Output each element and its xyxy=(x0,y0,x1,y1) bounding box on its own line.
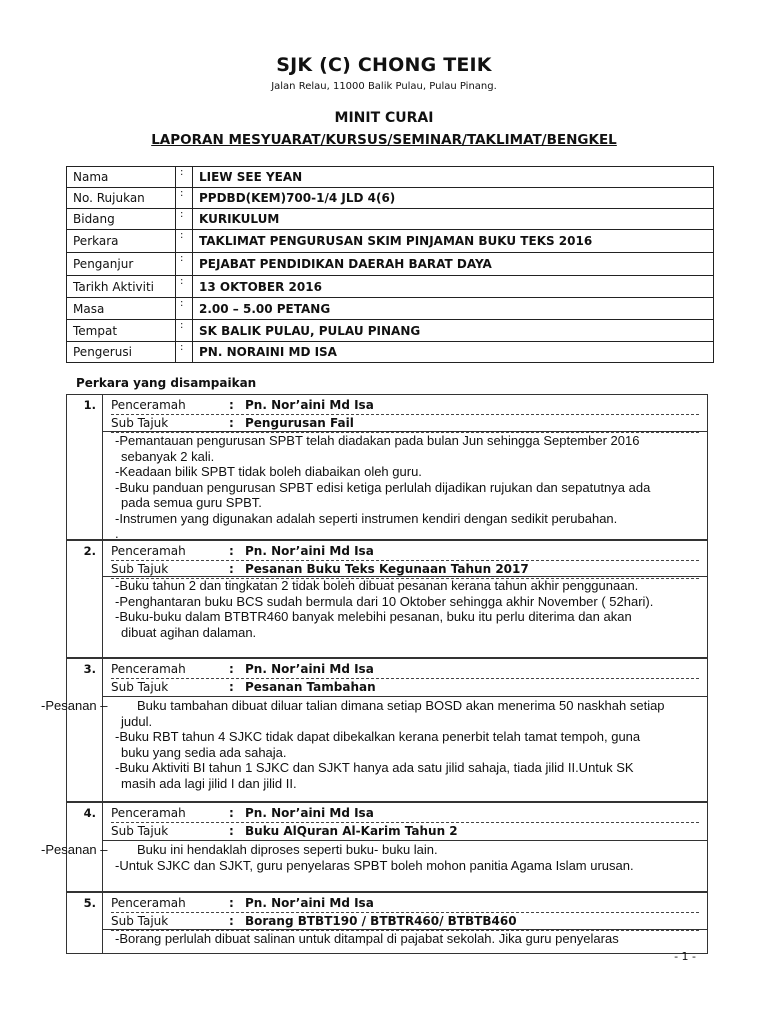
speaker-name: Pn. Nor’aini Md Isa xyxy=(245,896,374,910)
info-value: SK BALIK PULAU, PULAU PINANG xyxy=(193,320,714,342)
info-colon: : xyxy=(176,209,193,230)
note-line: pada semua guru SPBT. xyxy=(121,495,262,510)
note-line: . xyxy=(115,526,119,541)
subtopic-label: Sub Tajuk xyxy=(111,914,169,928)
info-label: Masa xyxy=(67,298,176,320)
subtopic-row xyxy=(111,822,699,841)
info-value: 2.00 – 5.00 PETANG xyxy=(193,298,714,320)
subtopic-title: Buku AlQuran Al-Karim Tahun 2 xyxy=(245,824,458,838)
subtopic-label: Sub Tajuk xyxy=(111,680,169,694)
info-colon: : xyxy=(176,167,193,188)
item-notes xyxy=(115,578,701,640)
item-notes xyxy=(115,931,701,947)
info-row xyxy=(67,188,714,209)
page-number: - 1 - xyxy=(674,950,696,963)
agenda-item xyxy=(66,540,708,658)
speaker-name: Pn. Nor’aini Md Isa xyxy=(245,806,374,820)
info-colon: : xyxy=(176,276,193,298)
info-row xyxy=(67,167,714,188)
item-divider xyxy=(103,840,707,841)
note-line: Buku ini hendaklah diproses seperti buku- buku lain. xyxy=(137,842,438,857)
speaker-colon: : xyxy=(229,398,234,412)
info-colon: : xyxy=(176,253,193,276)
subtopic-row xyxy=(111,678,699,697)
school-name: SJK (C) CHONG TEIK xyxy=(276,54,492,76)
subtopic-label: Sub Tajuk xyxy=(111,824,169,838)
agenda-item xyxy=(41,802,708,892)
info-label: No. Rujukan xyxy=(67,188,176,209)
speaker-colon: : xyxy=(229,544,234,558)
info-colon: : xyxy=(176,298,193,320)
speaker-colon: : xyxy=(229,806,234,820)
subtopic-title: Pesanan Tambahan xyxy=(245,680,376,694)
item-number: 2. xyxy=(67,541,103,657)
item-divider xyxy=(103,929,707,930)
info-table xyxy=(66,166,714,363)
subtopic-colon: : xyxy=(229,680,234,694)
subtopic-colon: : xyxy=(229,824,234,838)
item-notes xyxy=(115,842,701,873)
info-value: PPDBD(KEM)700-1/4 JLD 4(6) xyxy=(193,188,714,209)
info-row xyxy=(67,230,714,253)
item-number: 5. xyxy=(67,893,103,953)
note-line: masih ada lagi jilid I dan jilid II. xyxy=(121,775,297,791)
info-row xyxy=(67,209,714,230)
note-line: -Pemantauan pengurusan SPBT telah diadakan pada bulan Jun sehingga September 2016 xyxy=(115,433,640,448)
subtopic-colon: : xyxy=(229,562,234,576)
note-line: sebanyak 2 kali. xyxy=(121,448,215,464)
document-subtitle: LAPORAN MESYUARAT/KURSUS/SEMINAR/TAKLIMAT/BENGKEL xyxy=(151,132,617,148)
note-line: judul. xyxy=(121,713,153,729)
item-number: 4. xyxy=(67,803,103,891)
info-row xyxy=(67,320,714,342)
subtopic-label: Sub Tajuk xyxy=(111,562,169,576)
speaker-label: Penceramah xyxy=(111,896,186,910)
speaker-label: Penceramah xyxy=(111,544,186,558)
info-value: KURIKULUM xyxy=(193,209,714,230)
info-label: Perkara xyxy=(67,230,176,253)
school-address: Jalan Relau, 11000 Balik Pulau, Pulau Pinang. xyxy=(271,81,497,92)
subtopic-title: Pengurusan Fail xyxy=(245,416,354,430)
info-row xyxy=(67,253,714,276)
speaker-row xyxy=(111,804,699,823)
agenda-item xyxy=(41,658,708,802)
info-label: Nama xyxy=(67,167,176,188)
info-colon: : xyxy=(176,230,193,253)
item-divider xyxy=(103,576,707,577)
item-divider xyxy=(103,431,707,432)
speaker-colon: : xyxy=(229,662,234,676)
subtopic-colon: : xyxy=(229,416,234,430)
speaker-name: Pn. Nor’aini Md Isa xyxy=(245,662,374,676)
info-value: PEJABAT PENDIDIKAN DAERAH BARAT DAYA xyxy=(193,253,714,276)
speaker-row xyxy=(111,894,699,913)
speaker-label: Penceramah xyxy=(111,398,186,412)
info-colon: : xyxy=(176,342,193,363)
note-line: -Buku RBT tahun 4 SJKC tidak dapat dibekalkan kerana penerbit telah tamat tempoh, guna xyxy=(115,729,641,744)
info-label: Bidang xyxy=(67,209,176,230)
item-number: 3. xyxy=(67,659,103,801)
note-line: -Untuk SJKC dan SJKT, guru penyelaras SPBT boleh mohon panitia Agama Islam urusan. xyxy=(115,857,634,873)
speaker-label: Penceramah xyxy=(111,806,186,820)
info-value: PN. NORAINI MD ISA xyxy=(193,342,714,363)
subtopic-label: Sub Tajuk xyxy=(111,416,169,430)
agenda-item xyxy=(66,892,708,954)
note-line: -Buku panduan pengurusan SPBT edisi ketiga perlulah dijadikan rujukan dan sepatutnya ada xyxy=(115,479,651,495)
speaker-row xyxy=(111,660,699,679)
agenda-item xyxy=(66,394,708,540)
info-row xyxy=(67,342,714,363)
note-prefix: -Pesanan – xyxy=(41,842,108,857)
speaker-colon: : xyxy=(229,896,234,910)
info-label: Tempat xyxy=(67,320,176,342)
speaker-name: Pn. Nor’aini Md Isa xyxy=(245,398,374,412)
speaker-name: Pn. Nor’aini Md Isa xyxy=(245,544,374,558)
info-colon: : xyxy=(176,320,193,342)
subtopic-title: Borang BTBT190 / BTBTR460/ BTBTB460 xyxy=(245,914,517,928)
subtopic-colon: : xyxy=(229,914,234,928)
document-title: MINIT CURAI xyxy=(334,110,434,126)
note-line: -Buku-buku dalam BTBTR460 banyak melebihi pesanan, buku itu perlu diterima dan akan xyxy=(115,609,632,624)
note-line: -Borang perlulah dibuat salinan untuk ditampal di pajabat sekolah. Jika guru penyelaras xyxy=(115,931,619,946)
info-row xyxy=(67,276,714,298)
note-line: Buku tambahan dibuat diluar talian dimana setiap BOSD akan menerima 50 naskhah setiap xyxy=(137,698,665,713)
item-number: 1. xyxy=(67,395,103,539)
note-line: -Buku tahun 2 dan tingkatan 2 tidak boleh dibuat pesanan kerana tahun akhir penggunaan. xyxy=(115,578,639,593)
info-value: LIEW SEE YEAN xyxy=(193,167,714,188)
item-divider xyxy=(103,696,707,697)
item-notes xyxy=(115,433,701,542)
speaker-row xyxy=(111,542,699,561)
item-notes xyxy=(115,698,701,791)
note-line: buku yang sedia ada sahaja. xyxy=(121,744,287,760)
info-label: Penganjur xyxy=(67,253,176,276)
subtopic-title: Pesanan Buku Teks Kegunaan Tahun 2017 xyxy=(245,562,529,576)
info-value: 13 OKTOBER 2016 xyxy=(193,276,714,298)
note-prefix: -Pesanan – xyxy=(41,698,108,713)
speaker-label: Penceramah xyxy=(111,662,186,676)
section-heading: Perkara yang disampaikan xyxy=(76,376,257,390)
note-line: -Keadaan bilik SPBT tidak boleh diabaikan oleh guru. xyxy=(115,464,422,479)
info-value: TAKLIMAT PENGURUSAN SKIM PINJAMAN BUKU TEKS 2016 xyxy=(193,230,714,253)
note-line: -Buku Aktiviti BI tahun 1 SJKC dan SJKT hanya ada satu jilid sahaja, tiada jilid II.Untuk SK xyxy=(115,760,634,775)
note-line: dibuat agihan dalaman. xyxy=(121,624,257,640)
info-row xyxy=(67,298,714,320)
info-label: Pengerusi xyxy=(67,342,176,363)
note-line: -Instrumen yang digunakan adalah seperti instrumen kendiri dengan sedikit perubahan. xyxy=(115,510,618,526)
speaker-row xyxy=(111,396,699,415)
info-colon: : xyxy=(176,188,193,209)
info-label: Tarikh Aktiviti xyxy=(67,276,176,298)
note-line: -Penghantaran buku BCS sudah bermula dari 10 Oktober sehingga akhir November ( 52hari). xyxy=(115,593,654,609)
